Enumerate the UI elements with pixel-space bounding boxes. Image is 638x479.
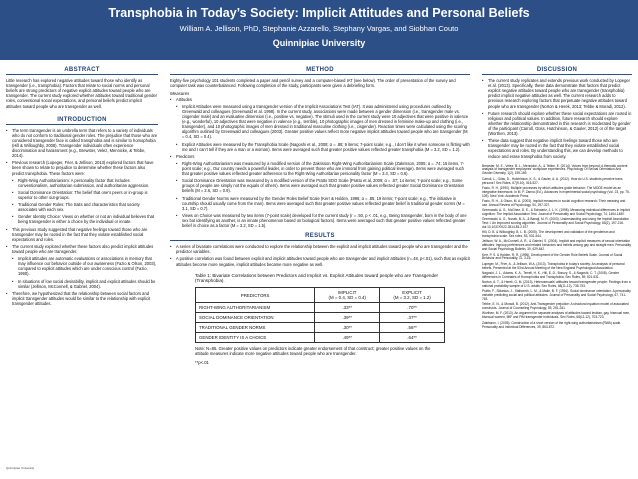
reference: Norton, A. T., & Herek, G. M. (2013). Heterosexuals' attitudes toward transgender people: Findings from a national probability sample of U.S. adults. Sex Roles, 68(11-12), 738-753. [482, 280, 631, 288]
reference: Jellison, W. A., McConnell, A. R., & Gabriel, S. (2004). Implicit and explicit measures of sexual orientation attitudes: Ingroup preferences and related behaviors and beliefs among gay and straight men. Personality and Social Psychology Bulletin, 30, 629-642. [482, 239, 632, 252]
header-sub: (M = 0.4, SD = 0.4) [328, 295, 366, 301]
reference: Greenwald, A. G., Nosek, B. A., & Banaji, M. R. (2003). Understanding and using the Implicit Association Test: I. An improved scoring algorithm. Journal of Personality and Social Psychology, 85(2), 197-216. doi:10.1037/0022-3514.85.2.197 [482, 217, 630, 229]
table-significance: **p<.01 [195, 359, 209, 365]
attitudes-sublist [170, 104, 470, 152]
table-cell: .37** [380, 313, 445, 323]
results-list [170, 244, 470, 266]
column-header [315, 288, 380, 303]
list-item: • The term transgender is an umbrella term that refers to a variety of individuals who do not conform to traditional gender roles. The prejudice that those who are considered transgender face is called transphobia and is similar to homophobia (Hill & Willoughby, 2008). Transgender individuals often experience discrimination and harassment (e.g., Brewster, Velez, Mennicke, & Tebbe, 2014). [6, 128, 158, 159]
correlation-table-block [195, 273, 445, 365]
poster-title: Transphobia in Today’s Society: Implicit Attitudes and Personal Beliefs [108, 6, 530, 20]
list-item: • Gender Identity Choice: Views on whether or not an individual believes that being transgender is either a choice by the individual or innate. [12, 214, 158, 224]
method-intro: Eighty-five psychology 101 students completed a paper and pencil survey and a computer-based IAT (see below). The order of presentation of the survey and computer task was counterbalanced. Following completion of the study, participants were given a debriefing form. [170, 78, 456, 89]
poster-institution: Quinnipiac University [272, 38, 366, 48]
table-cell: RIGHT-WING AUTHORITARIANISM [196, 303, 315, 313]
list-item: • Predictors [170, 154, 470, 159]
reference: Lopeger, M., Frier, A., & Jellison, W.A. (2013). Transphobia in today's society: An analysis of personal beliefs. Presented at the 53rd Annual Meeting of the New England Psychological Association. [482, 261, 625, 270]
correlation-table [195, 287, 445, 343]
table-cell: .64** [380, 333, 445, 343]
header-sub: (M = 3.2, SD = 1.2) [393, 295, 431, 301]
reference: Nagoshi, J. L., Adams, K. A., Terrell, H. K., Hill, E. D., Brzuzy, S., & Nagoshi, C. T. (2008). Gender differences in Correlates of Homophobia and Transphobia. Sex Roles, 59, 521-531. [482, 270, 620, 279]
discussion-heading: DISCUSSION [482, 67, 632, 75]
reference: Kerr, P. S. & Holden, R. R. (1996). Development of the Gender Role Beliefs Scale. Journal of Social Behavior and Personality, 11, 3-16. [482, 252, 623, 261]
table-header-row [196, 288, 445, 303]
footer-logo-text: Quinnipiac University [6, 466, 35, 470]
poster-header [0, 0, 638, 60]
header-label: EXPLICIT [402, 290, 422, 296]
header-label: IMPLICIT [337, 290, 357, 296]
reference: Pratto, F., Sidanius, J., Stallworth, L. M., & Malle, B. F. (1994). Social dominance orientation: A personality variable predicting social and political attitudes. Journal of Personality and Social Psychology, 67, 741-763. [482, 289, 631, 301]
abstract-text: Little research has explored negative attitudes toward those who identify as transgender (i.e., transphobia). Factors that relate to social norms and personal beliefs are strong predictors of negative explicit attitudes toward people who are transgender. The current study explored whether attitudes toward traditional gender roles, conventional social expectations, and personal beliefs predict implicit attitudes toward people who are transgender as well. [6, 78, 158, 109]
list-item: • Therefore, we hypothesized that the relationship between social factors and implicit transgender attitudes would be similar to the relationship with explicit transgender attitudes. [6, 291, 158, 306]
list-item: • A series of bivariate correlations were conducted to explore the relationship between the explicit and implicit attitudes toward people who are transgender and the predictor variables. [170, 244, 470, 254]
reference: Carroll, L., Güss, D., Hutchinson, K. S., & Gauler, A. A. (2012). How do U.S. students perceive trans persons? Sex Roles, 67(9-10), 516-527. [482, 176, 623, 185]
intro-list-3 [6, 291, 158, 306]
list-item: • This previous study suggested that negative feelings toward those who are transgender may be rooted in the fact that they violate established social expectations and roles. [6, 227, 158, 242]
list-item: • Social Dominance Orientation was measured by a modified version of the Pratto SDO Scale (Pratto et al, 2009; α = .87; 14 items; 7-point scale; e.g., Some groups of people are simply not the equals of others). Items were averaged such that greater positive values reflected greater Social Dominance Orientation beliefs (M = 2.6, SD = 0.9). [176, 178, 470, 193]
poster-authors: William A. Jellison, PhD, Stephanie Azzarello, Stephany Vargas, and Siobhan Couto [179, 24, 459, 33]
table-cell: .49** [315, 333, 380, 343]
reference: Worthen, M. F. (2013). An argument for separate analyses of attitudes toward lesbian, gay, bisexual men, bisexual women, MtF and FtM transgender individuals. Sex Roles, 68(11-12), 703-723. [482, 311, 630, 320]
measures-label: Measures [170, 90, 190, 96]
list-item: • Future research should explore whether these social expectations are rooted in religious and political values. In addition, future research should explore whether the relationship demonstrated in this research is moderated by gender of the participant (Carroll, Güss, Hutchinson, & Gauler, 2012) or of the target (Worthen, 2013). [482, 111, 632, 137]
intro-list [6, 128, 158, 176]
list-item: • The current study replicates and extends previous work conducted by Lopeger et al. (2013). Specifically, these data demonstrate that factors that predict explicit negative attitudes toward people who are transgender (transphobia) predict implicit negative attitudes as well. The current research adds to previous research exploring factors that perpetuate negative attitudes toward people who are transgender (Norton & Herek, 2013; Tebbe & Moradi, 2012). [482, 78, 632, 109]
reference: Fazio, R. H., & Olson, M. A. (2003). Implicit measures in social cognition research: Their meaning and use. Annual Review of Psychology, 54, 297-327. [482, 198, 626, 207]
table-row [196, 303, 445, 313]
list-item: • In situations of low social desirability, implicit and explicit attitudes should be similar (Jellison, McConnell, & Gabriel, 2004). [12, 279, 158, 289]
list-item: • Explicit Attitudes were measured by the Transphobia Scale (Nagoshi et al., 2008; α = .88; 9 items; 7-point scale; e.g., I don’t like it when someone is flirting with me and I can’t tell if they are a man or a woman). Items were averaged such that greater positive values reflected greater transphobia (M = 3.2, SD = 1.2). [176, 142, 470, 152]
header-label: PREDICTORS [240, 292, 270, 298]
table-row [196, 313, 445, 323]
reference: Tebbe, E. N., & Moradi, B. (2012). Anti-Transgender prejudice: A structural equation model of associated constructs. Journal of Counseling Psychology, 59, 251-261. [482, 302, 629, 311]
results-heading: RESULTS [170, 233, 470, 241]
intro-list-2 [6, 227, 158, 255]
list-item: • Social Dominance Orientation: The belief that one’s peers or in-group is superior to other out-groups. [12, 190, 158, 200]
table-row [196, 333, 445, 343]
discussion-list [482, 78, 632, 159]
list-item: • Views on Choice was measured by two items (7-point scale) developed for the current study (r = .50, p < .01, e.g., Being transgender, born in the body of one sex but identifying as another, is an innate phenomenon based on biological factors). Items were averaged such that greater positive values reflected greater belief in choice as a factor (M = 3.2, SD = 1.5). [176, 213, 470, 228]
reference: Greenwald, A. G., McGhee, D. E., & Schwartz, J. L. K. (1998). Measuring individual differences in implicit cognition: The Implicit Association Test. Journal of Personality and Social Psychology, 74, 1464-1480. [482, 208, 630, 216]
list-item: • Traditional Gender Norms were measured by the Gender Roles Belief Scale (Kerr & Holden, 1996; α = .85; 19 items; 7-point scale; e.g., The initiative in courtship should usually come from the man). Items were averaged such that greater positive values reflected greater belief in traditional gender norms (M = 3.1, SD = 0.7). [176, 196, 470, 211]
table-note: Note: N=85. Greater positive values on predictors indicate greater endorsement of that construct; greater positive values on the attitude measures indicate more negative attitudes toward people who are transgender. [195, 346, 431, 357]
table-cell: .33** [315, 303, 380, 313]
list-item: • Right-Wing Authoritarianism: A personality factor that includes conventionalism, authoritarian submission, and authoritarian aggression. [12, 178, 158, 188]
list-item: • These data suggest that negative implicit feelings toward those who are transgender may be rooted in the fact that they violate established social expectations and roles. By understanding this, we can develop methods to reduce and erase transphobia from society. [482, 138, 632, 158]
table-cell: SOCIAL DOMINANCE ORIENTATION [196, 313, 315, 323]
list-item: • Implicit Attitudes were measured using a transgender version of the Implicit Associations Test (IAT). It was administered using procedures outlined by Greenwald and colleagues (Greenwald et al. 1998). In the current study, associations were made between a gender dimension (i.e., transgender male vs. cisgender male) and an evaluative dimension (i.e., positive vs. negative). The stimuli used in the current study were 10 adjectives that were positive in valence (e.g., wonderful), 10 adjectives that were negative in valence (e.g., terrible), 10 photographic images of men dressed in feminine make-up and clothing (i.e., transgender), and 10 photographic images of men dressed in traditional masculine clothing (i.e., cisgender). Reaction times were calculated using the scoring algorithm outlined by Greenwald and colleagues (2003). Greater positive values reflect more negative implicit attitudes toward people who are transgender (M = 0.4, SD = 0.4). [176, 104, 470, 140]
attitudes-list [170, 97, 470, 102]
column-header [380, 288, 445, 303]
table-cell: .39** [315, 313, 380, 323]
intro-sublist [6, 178, 158, 225]
references [482, 165, 632, 330]
list-item: • A positive correlation was found between explicit and implicit attitudes toward people who are transgender and implicit attitudes (r=.48, p<.01), such that as explicit attitudes become more negative, implicit attitudes became more negative as well. [170, 256, 470, 266]
left-column [6, 64, 158, 474]
list-item: • Traditional Gender Roles: The traits and characteristics that society associates with each sex. [12, 202, 158, 212]
table-caption: Table 1: Bivariate Correlations between Predictors and Implicit vs. Explicit Attitudes toward people who are Transgender (Transphobia). [195, 272, 439, 284]
predictors-sublist [170, 161, 470, 228]
list-item: • Right-Wing Authoritarianism was measured by a modified version of the Zakrisson Right-Wing Authoritarianism Scale (Zakrisson, 2005; α = .74; 15 items, 7-point scale; e.g., Our country needs a powerful leader, in order to prevent those who are immoral from gaining political leverage). Items were averaged such that greater positive values reflected greater adherence to the Right-Wing Authoritarian personality factor (M = 3.4, SD = 0.6). [176, 161, 470, 176]
reference: Fazio, R. H. (1990). Multiple processes by which attitudes guide behavior: The MODE model as an integrative framework. In M. P. Zanna (Ed.), Advances in experimental social psychology (Vol. 23, pp. 75-109). New York: Academic Press. [482, 185, 630, 198]
method-heading: METHOD [170, 67, 470, 75]
table-cell: .30** [315, 323, 380, 333]
predictors-list [170, 154, 470, 159]
list-item: • Previous research (Lopeger, Frier, & Jellison, 2013) explored factors that have been shown to relate to prejudice to determine whether these factors also predict transphobia. These factors were: [6, 160, 158, 175]
list-item: • Attitudes [170, 97, 470, 102]
list-item: • The current study explored whether these factors also predict implicit attitudes toward people who are transgender. [6, 244, 158, 254]
reference: Brewster, M. E., Velez, B. L., Mennicke, A., & Tebbe, E. (2014). Voices from beyond: A thematic content analysis of transgender employees' workplace experiences. Psychology Of Sexual Orientation And Gender Diversity, 1(2), 159-169. [482, 163, 628, 176]
table-cell: .56** [380, 323, 445, 333]
column-header [196, 288, 315, 303]
reference: Zakrisson, I. (2005). Construction of a short version of the right-wing authoritarianism (RWA) scale. Personality and Individual Differences, 39, 863-872. [482, 320, 622, 329]
list-item: • Implicit attitudes are automatic evaluations or associations in memory that may influence our behavior outside of our awareness (Fazio & Olson, 2003), compared to explicit attitudes which are under conscious control (Fazio, 1990). [12, 256, 158, 276]
reference: Hill, D. B. & Willoughby, B. L. B. (2005). The development and validation of the genderism and transphobia scale. Sex roles, 53, 531-544. [482, 230, 615, 239]
introduction-heading: INTRODUCTION [6, 117, 158, 125]
table-row [196, 323, 445, 333]
right-column [482, 64, 632, 474]
intro-sublist-2 [6, 256, 158, 289]
table-cell: GENDER IDENTITY IS A CHOICE [196, 333, 315, 343]
table-cell: TRADITIONAL GENDER NORMS [196, 323, 315, 333]
center-column [170, 64, 470, 474]
abstract-heading: ABSTRACT [6, 67, 158, 75]
table-cell: .70** [380, 303, 445, 313]
